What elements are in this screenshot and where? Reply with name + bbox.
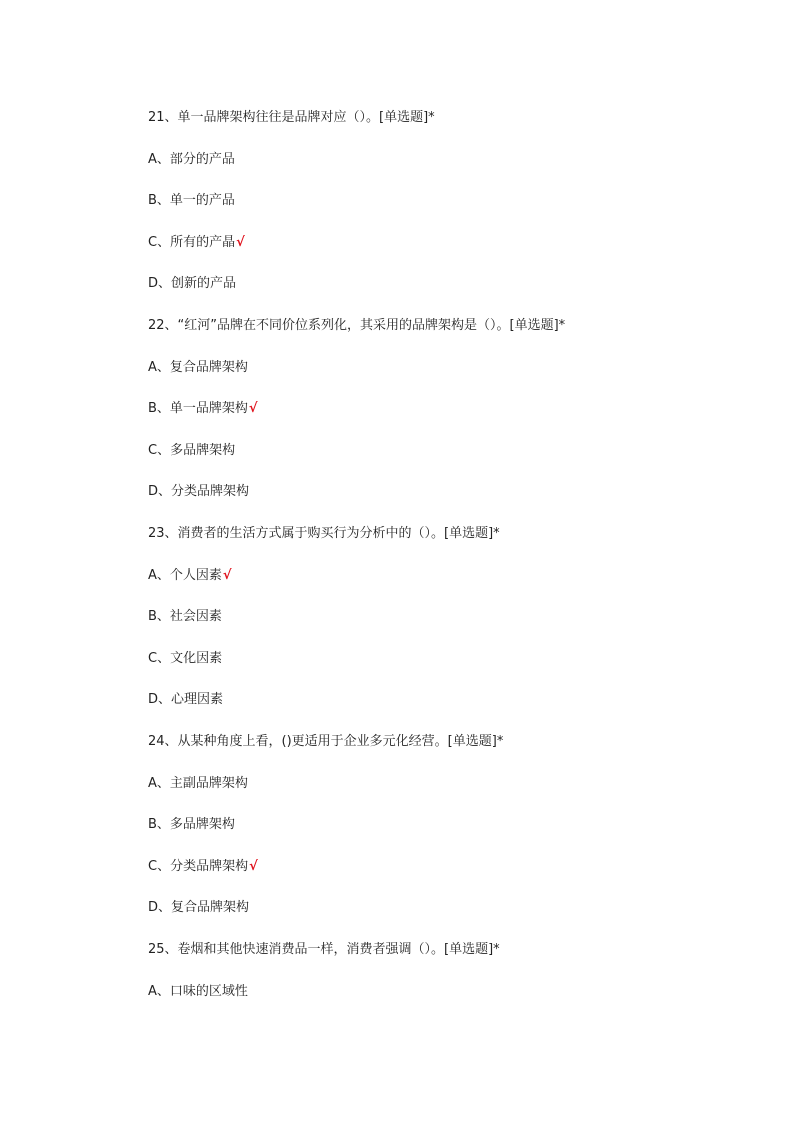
question-22 [148,315,565,337]
option-text: C、文化因素 [148,651,223,666]
question-text: 22、“红河”品牌在不同价位系列化，其采用的品牌架构是（）。[单选题]* [148,318,566,333]
option-text: A、个人因素 [148,568,222,583]
question-24 [148,731,503,753]
option-text: A、复合品牌架构 [148,360,248,375]
option-23-b [148,606,222,628]
question-23 [148,523,500,545]
question-21 [148,107,435,129]
option-24-d [148,897,249,919]
option-text: D、创新的产品 [148,276,237,291]
option-21-b [148,190,235,212]
option-21-a [148,149,235,171]
question-text: 25、卷烟和其他快速消费品一样，消费者强调（）。[单选题]* [148,942,500,957]
option-text: C、分类品牌架构 [148,859,249,874]
option-21-d [148,273,236,295]
option-text: B、单一品牌架构 [148,401,248,416]
option-22-a [148,357,248,379]
option-text: A、口味的区域性 [148,984,248,999]
option-24-b [148,814,235,836]
question-text: 24、从某种角度上看，()更适用于企业多元化经营。[单选题]* [148,734,504,749]
option-text: D、分类品牌架构 [148,484,250,499]
option-25-a [148,981,248,1003]
correct-check-icon: √ [249,859,258,874]
option-24-c [148,856,258,878]
question-25 [148,939,500,961]
option-21-c [148,232,245,254]
option-23-c [148,648,222,670]
option-24-a [148,773,248,795]
correct-check-icon: √ [222,568,232,583]
option-text: D、复合品牌架构 [148,900,250,915]
correct-check-icon: √ [248,401,258,416]
option-text: D、心理因素 [148,692,224,707]
option-23-a [148,565,232,587]
option-text: B、单一的产品 [148,193,235,208]
option-22-c [148,440,235,462]
option-text: B、多品牌架构 [148,817,235,832]
question-text: 21、单一品牌架构往往是品牌对应（）。[单选题]* [148,110,435,125]
option-22-d [148,481,249,503]
option-text: C、所有的产晶 [148,235,236,250]
option-text: A、主副品牌架构 [148,776,248,791]
option-text: A、部分的产品 [148,152,235,167]
question-text: 23、消费者的生活方式属于购买行为分析中的（）。[单选题]* [148,526,500,541]
option-text: B、社会因素 [148,609,222,624]
option-23-d [148,689,223,711]
option-22-b [148,398,258,420]
correct-check-icon: √ [236,235,245,250]
option-text: C、多品牌架构 [148,443,236,458]
